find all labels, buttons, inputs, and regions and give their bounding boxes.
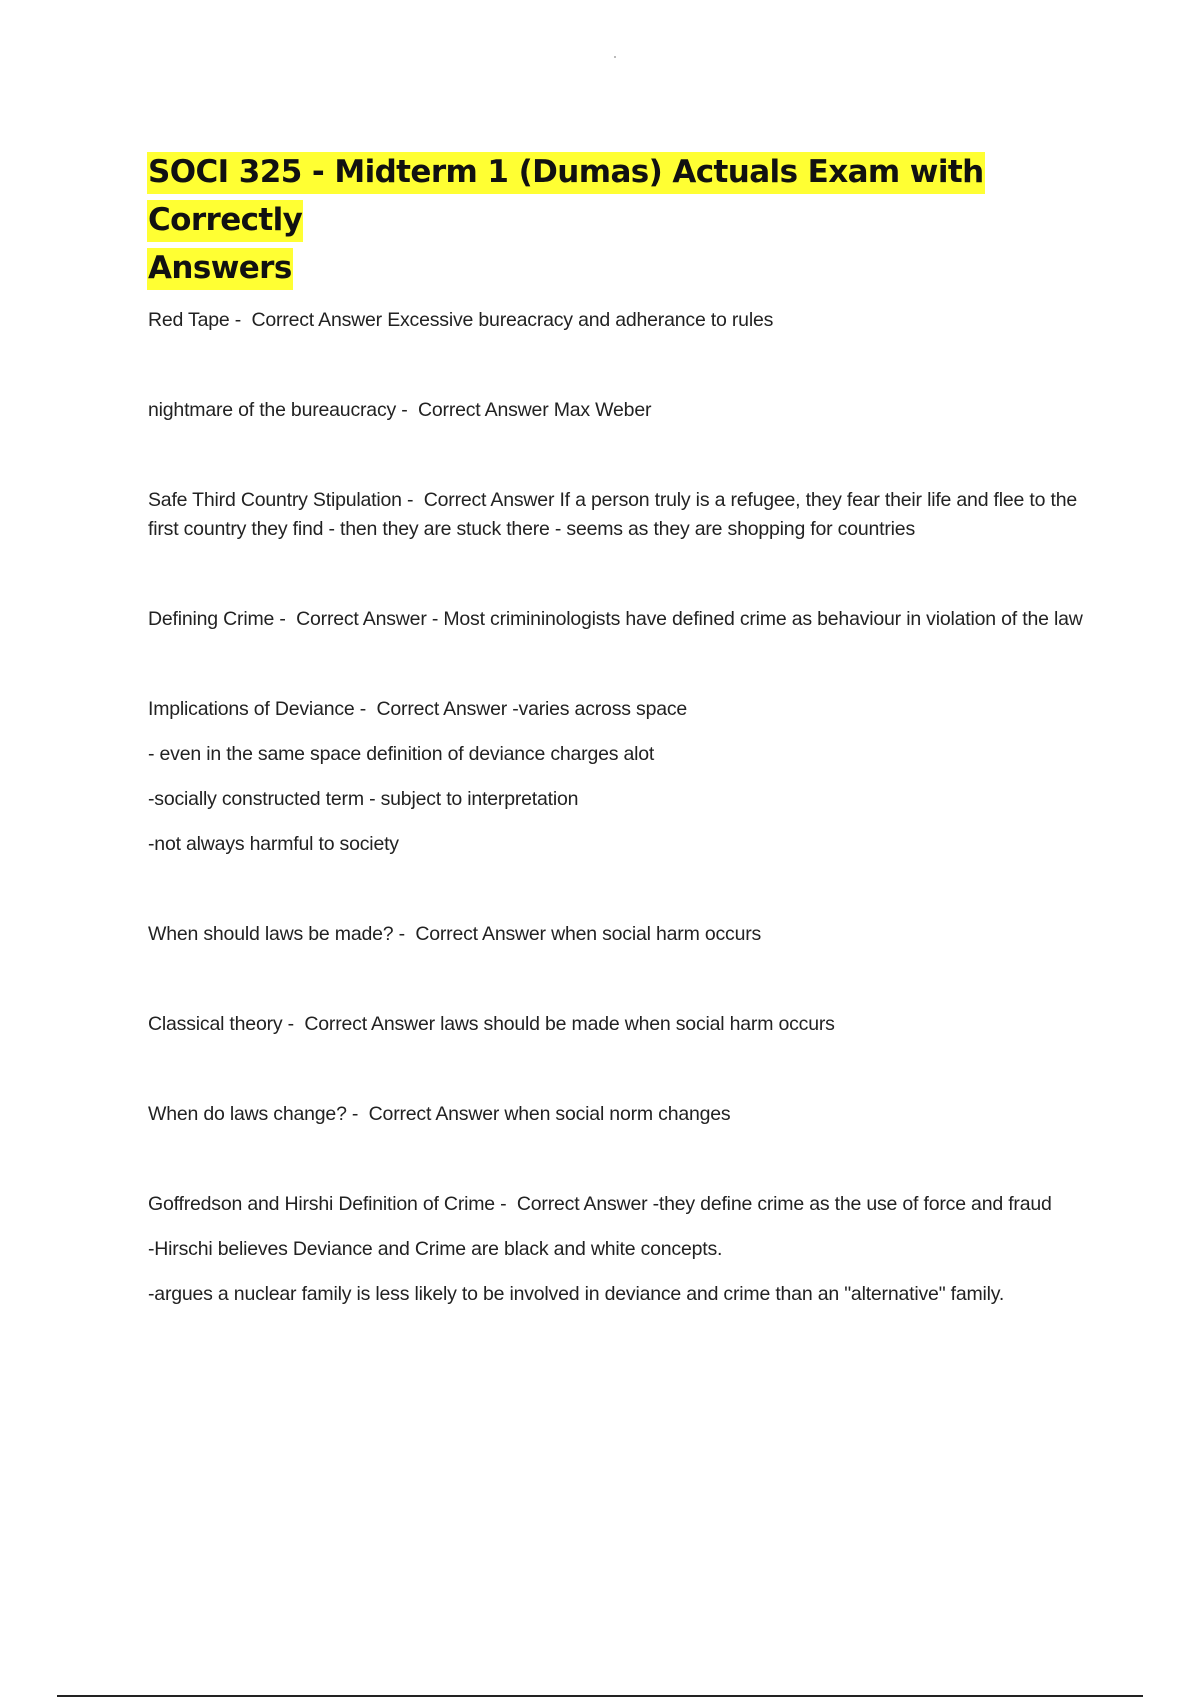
answer-label: Correct Answer [418,399,549,421]
entry-extra-line: -socially constructed term - subject to interpretation [148,788,579,810]
document-title [147,148,1077,292]
entry-answer: -varies across space [512,698,688,720]
qa-entry-classical-theory [148,1010,1088,1039]
answer-label: Correct Answer [423,489,555,511]
answer-label: Correct Answer [516,1193,648,1215]
entry-answer: -they define crime as the use of force and fraud [652,1193,1052,1215]
entry-answer: when social harm occurs [551,923,762,945]
answer-label: Correct Answer [368,1103,500,1125]
answer-label: Correct Answer [251,309,382,331]
qa-entry-red-tape [148,306,1088,335]
entry-term: Goffredson and Hirshi Definition of Crime - [148,1193,517,1215]
entry-answer: If a person truly is a refugee, they fear their life and flee to the first country they find - then they are stuck there - seems as they are shopping for countries [148,489,1078,540]
entry-term: Red Tape - [148,309,251,331]
scan-speck [614,56,616,58]
qa-list [148,306,1088,1370]
entry-term: Classical theory - [148,1013,304,1035]
qa-entry-goffredson-hirshi [148,1190,1088,1309]
entry-term: Safe Third Country Stipulation - [148,489,424,511]
qa-entry-defining-crime [148,605,1088,634]
qa-entry-nightmare-bureaucracy [148,396,1088,425]
qa-entry-when-laws-made [148,920,1088,949]
qa-entry-implications-deviance [148,695,1088,859]
answer-label: Correct Answer [376,698,508,720]
entry-answer: when social norm changes [504,1103,731,1125]
entry-extra-line: - even in the same space definition of deviance charges alot [148,743,655,765]
entry-term: Implications of Deviance - [148,698,377,720]
entry-extra-line: -Hirschi believes Deviance and Crime are black and white concepts. [148,1238,723,1260]
qa-entry-when-laws-change [148,1100,1088,1129]
entry-term: Defining Crime - [148,608,296,630]
answer-label: Correct Answer [304,1013,435,1035]
title-line-2: Answers [147,248,293,290]
entry-extra-line: -argues a nuclear family is less likely to be involved in deviance and crime than an "alternative" family. [148,1283,1005,1305]
qa-entry-safe-third-country [148,486,1088,544]
entry-answer: Max Weber [553,399,652,421]
entry-answer: Excessive bureacracy and adherance to rules [387,309,774,331]
entry-term: When should laws be made? - [148,923,415,945]
entry-term: nightmare of the bureaucracy - [148,399,418,421]
answer-label: Correct Answer [415,923,546,945]
answer-label: Correct Answer [296,608,427,630]
entry-answer: laws should be made when social harm occurs [440,1013,835,1035]
entry-extra-line: -not always harmful to society [148,833,399,855]
entry-answer: - Most crimininologists have defined crime as behaviour in violation of the law [431,608,1083,630]
title-line-1: SOCI 325 - Midterm 1 (Dumas) Actuals Exam with Correctly [147,152,985,242]
page-bottom-rule [57,1695,1143,1697]
entry-term: When do laws change? - [148,1103,369,1125]
